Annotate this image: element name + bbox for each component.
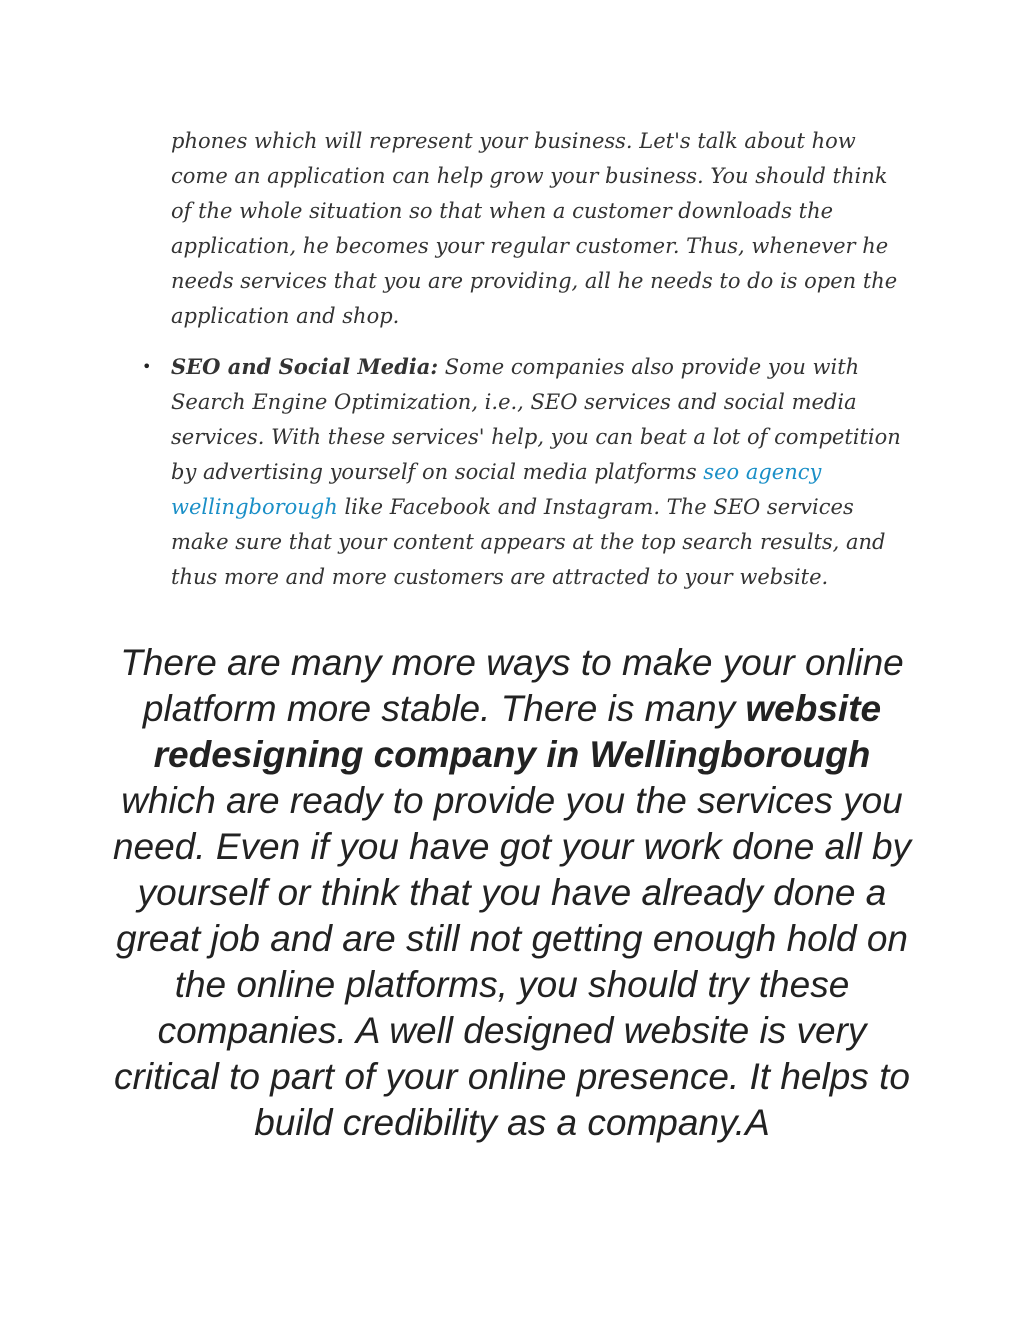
closing-bold-keyword: website redesigning company in Wellingborough [153, 688, 882, 775]
closing-text-before-bold: There are many more ways to make your online platform more stable. There is many [120, 642, 904, 729]
paragraph-text: phones which will represent your business. Let's talk about how come an application can help grow your business. You should think of the whole situation so that when a customer downloads the application, he becomes your regular customer. Thus, whenever he needs services that you are providing, all he needs to do is open the application and shop. [171, 129, 898, 328]
bullet-icon: • [142, 357, 152, 376]
seo-agency-link[interactable]: seo agency wellingborough [171, 460, 822, 519]
bullet-text-before-link: Some companies also provide you with Search Engine Optimization, i.e., SEO services and social media services. With these services' help, you can beat a lot of competition by advertising yourself on social media platforms [171, 355, 901, 484]
closing-text-after-bold: which are ready to provide you the services you need. Even if you have got your work done all by yourself or think that you have already done a great job and are still not getting enough hold on the online platforms, you should try these companies. A well designed website is very critical to part of your online presence. It helps to build credibility as a company.A [112, 780, 912, 1143]
closing-text [108, 640, 916, 1146]
closing-paragraph [108, 640, 916, 1146]
list-item-seo-social-media [142, 349, 906, 595]
paragraph-app-benefits [171, 124, 906, 334]
bullet-text-after-link: like Facebook and Instagram. The SEO services make sure that your content appears at the top search results, and thus more and more customers are attracted to your website. [171, 495, 886, 589]
bullet-label: SEO and Social Media: [171, 354, 439, 379]
bullet-paragraph [171, 349, 906, 595]
